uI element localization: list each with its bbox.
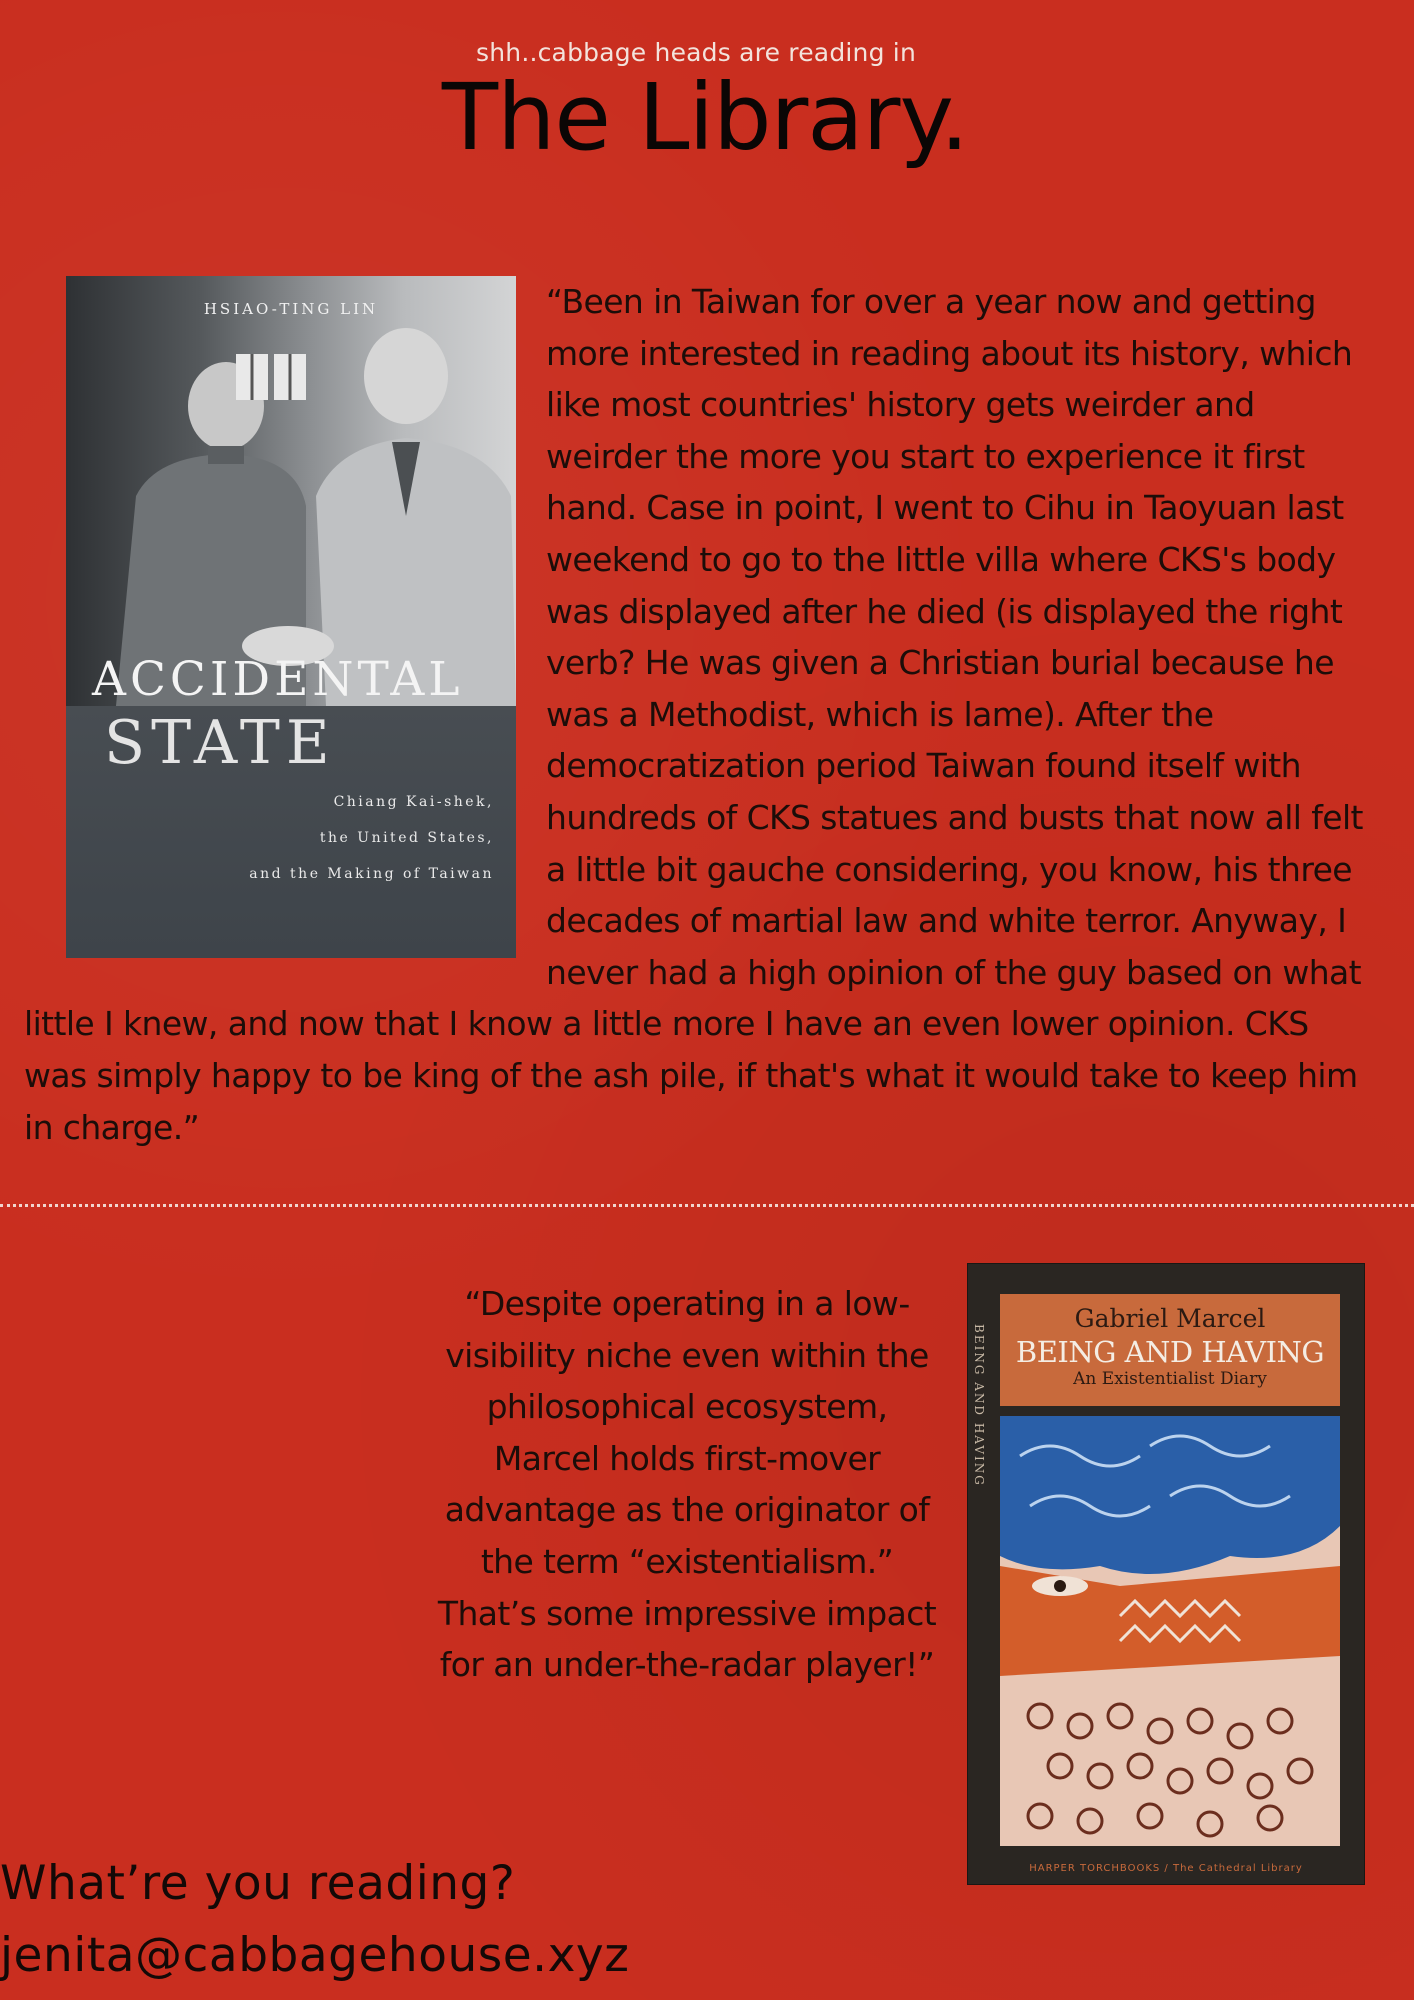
page-title: The Library. — [441, 64, 969, 171]
book-subtitle-line1: Chiang Kai-shek, — [333, 794, 494, 810]
book-spine-title: BEING AND HAVING — [972, 1324, 986, 1487]
review-quote: “Despite operating in a low-visibility niche even within the philosophical ecosystem, Marcel holds first-mover advantage as the originator of the term “existentialism.” That’s some impressive impact for an under-the-radar player!” — [437, 1284, 937, 1685]
review-being-and-having — [432, 1278, 942, 1691]
book-subtitle-line2: the United States, — [319, 830, 494, 846]
footer-prompt: What’re you reading? — [0, 1856, 516, 1911]
review-quote: “Been in Taiwan for over a year now and getting more interested in reading about its history, which like most countries' history gets weirder and weirder the more you start to experience it first hand. Case in point, I went to Cihu in Taoyuan last weekend to go to the little villa where CKS's body was displayed after he died (is displayed the right verb? He was given a Christian burial because he was a Methodist, which is lame). After the democratization period Taiwan found itself with hundreds of CKS statues and busts that now all felt a little bit gauche considering, you know, his three decades of martial law and white terror. Anyway, I never had a high opinion of the guy based on what little I knew, and now that I know a little more I have an even lower opinion. CKS was simply happy to be king of the ash pile, if that's what it would take to keep him in charge.” — [24, 282, 1363, 1147]
book-author: HSIAO-TING LIN — [203, 300, 379, 318]
book-cover-label — [1000, 1294, 1340, 1406]
footer-email-link[interactable]: jenita@cabbagehouse.xyz — [0, 1928, 630, 1983]
book-subtitle-line3: and the Making of Taiwan — [249, 866, 494, 882]
book-author: Gabriel Marcel — [1074, 1304, 1266, 1333]
page-kicker: shh..cabbage heads are reading in — [476, 38, 916, 67]
book-title-line2: STATE — [104, 708, 336, 778]
section-divider — [0, 1204, 1414, 1207]
book-cover-being-and-having — [968, 1264, 1364, 1884]
book-subtitle: An Existentialist Diary — [1073, 1369, 1267, 1389]
book-title: BEING AND HAVING — [1015, 1335, 1325, 1369]
window-icon — [236, 354, 306, 400]
cover-artwork-icon — [1000, 1416, 1340, 1846]
review-accidental-state — [24, 276, 1376, 1153]
book-title-line1: ACCIDENTAL — [92, 652, 464, 707]
book-cover-accidental-state — [66, 276, 516, 958]
cover-photo-handshake — [66, 276, 516, 706]
book-imprint: HARPER TORCHBOOKS / The Cathedral Library — [1029, 1863, 1303, 1874]
